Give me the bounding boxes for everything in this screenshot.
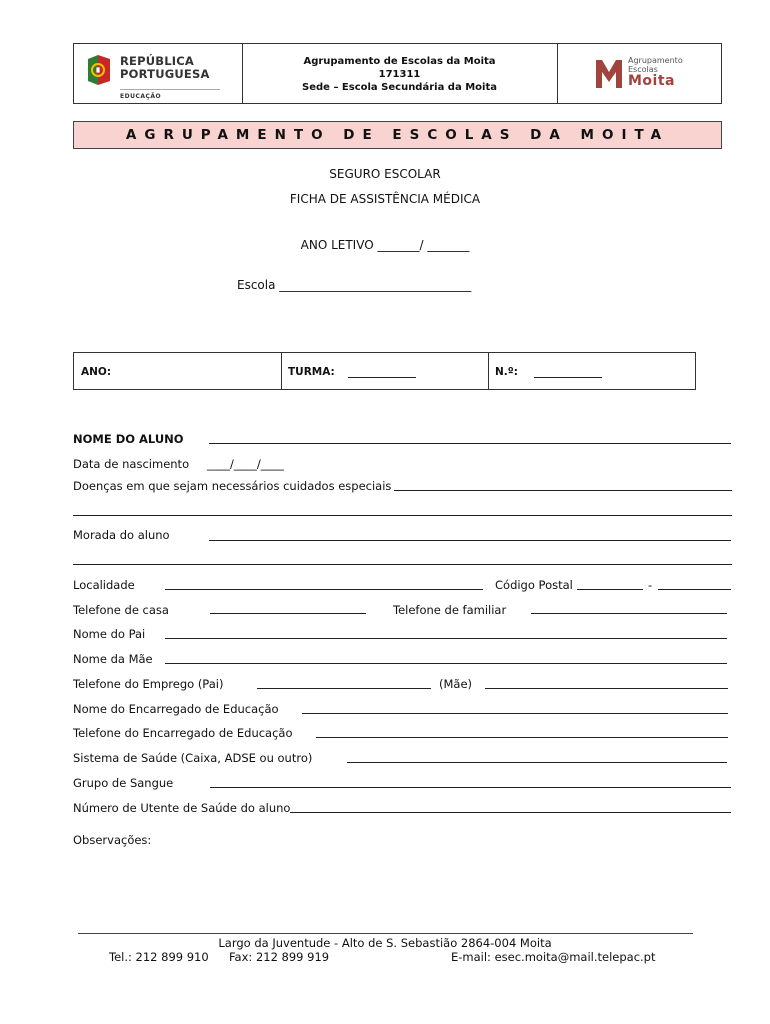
telefone-emprego-mae-input[interactable]: [485, 688, 728, 689]
school-group-name: Agrupamento de Escolas da Moita: [303, 56, 496, 67]
telefone-encarregado-input[interactable]: [316, 737, 728, 738]
turma-input-line[interactable]: [348, 377, 416, 378]
telefone-emprego-label: Telefone do Emprego (Pai): [73, 677, 224, 691]
codigo-postal-label: Código Postal: [495, 578, 573, 592]
observacoes-label: Observações:: [73, 833, 152, 847]
doencas-input-continued[interactable]: [73, 515, 732, 516]
school-seat: Sede – Escola Secundária da Moita: [302, 82, 497, 93]
form-title-ficha: FICHA DE ASSISTÊNCIA MÉDICA: [289, 192, 481, 206]
logo-divider: [120, 89, 220, 90]
grupo-sangue-label: Grupo de Sangue: [73, 776, 174, 790]
nome-pai-label: Nome do Pai: [73, 627, 146, 641]
doencas-label: Doenças em que sejam necessários cuidados especiais: [73, 479, 392, 493]
codigo-postal-separator: -: [648, 578, 653, 592]
sistema-saude-input[interactable]: [347, 762, 727, 763]
turma-label: TURMA:: [288, 366, 335, 378]
localidade-label: Localidade: [73, 578, 135, 592]
morada-label: Morada do aluno: [73, 528, 170, 542]
nome-mae-label: Nome da Mãe: [73, 652, 153, 666]
ano-cell[interactable]: [74, 353, 282, 389]
telefone-casa-input[interactable]: [210, 613, 366, 614]
numero-cell[interactable]: [488, 353, 695, 389]
moita-logo-caption: Agrupamento Escolas: [628, 56, 683, 74]
nome-aluno-label: NOME DO ALUNO: [73, 432, 184, 446]
footer-address: Largo da Juventude - Alto de S. Sebastião 2864-004 Moita: [218, 936, 552, 950]
escola-field[interactable]: Escola ________________________________: [237, 278, 472, 292]
school-info-cell: [242, 44, 558, 103]
ano-label: ANO:: [81, 366, 112, 378]
form-title-seguro: SEGURO ESCOLAR: [329, 167, 441, 181]
telefone-casa-label: Telefone de casa: [73, 603, 169, 617]
document-header: [73, 43, 722, 104]
nome-mae-input[interactable]: [165, 663, 727, 664]
educacao-label: EDUCAÇÃO: [120, 93, 162, 100]
grupo-sangue-input[interactable]: [210, 787, 731, 788]
telefone-emprego-mae-label: (Mãe): [439, 677, 473, 691]
utente-input[interactable]: [290, 812, 731, 813]
morada-input[interactable]: [209, 540, 731, 541]
moita-emblem-icon: [594, 58, 624, 90]
ano-letivo-field[interactable]: ANO LETIVO _______/ _______: [300, 238, 470, 252]
codigo-postal-input-2[interactable]: [658, 589, 731, 590]
data-nascimento-label: Data de nascimento: [73, 457, 190, 471]
morada-input-continued[interactable]: [73, 564, 732, 565]
utente-label: Número de Utente de Saúde do aluno: [73, 801, 291, 815]
nome-pai-input[interactable]: [165, 638, 727, 639]
turma-cell[interactable]: [281, 353, 489, 389]
republica-portuguesa-wordmark: REPÚBLICA PORTUGUESA: [120, 54, 210, 81]
telefone-familiar-input[interactable]: [531, 613, 727, 614]
school-code: 171311: [378, 69, 421, 80]
localidade-input[interactable]: [165, 589, 483, 590]
sistema-saude-label: Sistema de Saúde (Caixa, ADSE ou outro): [73, 751, 313, 765]
moita-logo: [594, 56, 704, 92]
footer-email[interactable]: E-mail: esec.moita@mail.telepac.pt: [451, 950, 656, 964]
moita-logo-cell: [558, 44, 721, 103]
class-info-box: [73, 352, 696, 390]
telefone-encarregado-label: Telefone do Encarregado de Educação: [73, 726, 293, 740]
data-nascimento-input[interactable]: ____/____/____: [207, 457, 284, 471]
codigo-postal-input-1[interactable]: [577, 589, 643, 590]
moita-logo-name: Moita: [628, 73, 675, 89]
republica-portuguesa-logo-cell: [74, 44, 243, 103]
footer-divider: [78, 933, 693, 934]
nome-aluno-input[interactable]: [209, 443, 731, 444]
footer-telephone: Tel.: 212 899 910: [109, 950, 209, 964]
republica-portuguesa-logo: [86, 53, 236, 98]
numero-label: N.º:: [495, 366, 518, 378]
telefone-familiar-label: Telefone de familiar: [393, 603, 507, 617]
encarregado-input[interactable]: [302, 713, 728, 714]
telefone-emprego-pai-input[interactable]: [257, 688, 431, 689]
footer-fax: Fax: 212 899 919: [229, 950, 330, 964]
school-banner: AGRUPAMENTO DE ESCOLAS DA MOITA: [73, 121, 722, 149]
doencas-input[interactable]: [394, 490, 732, 491]
numero-input-line[interactable]: [534, 377, 602, 378]
encarregado-label: Nome do Encarregado de Educação: [73, 702, 279, 716]
portugal-emblem-icon: [86, 55, 112, 87]
